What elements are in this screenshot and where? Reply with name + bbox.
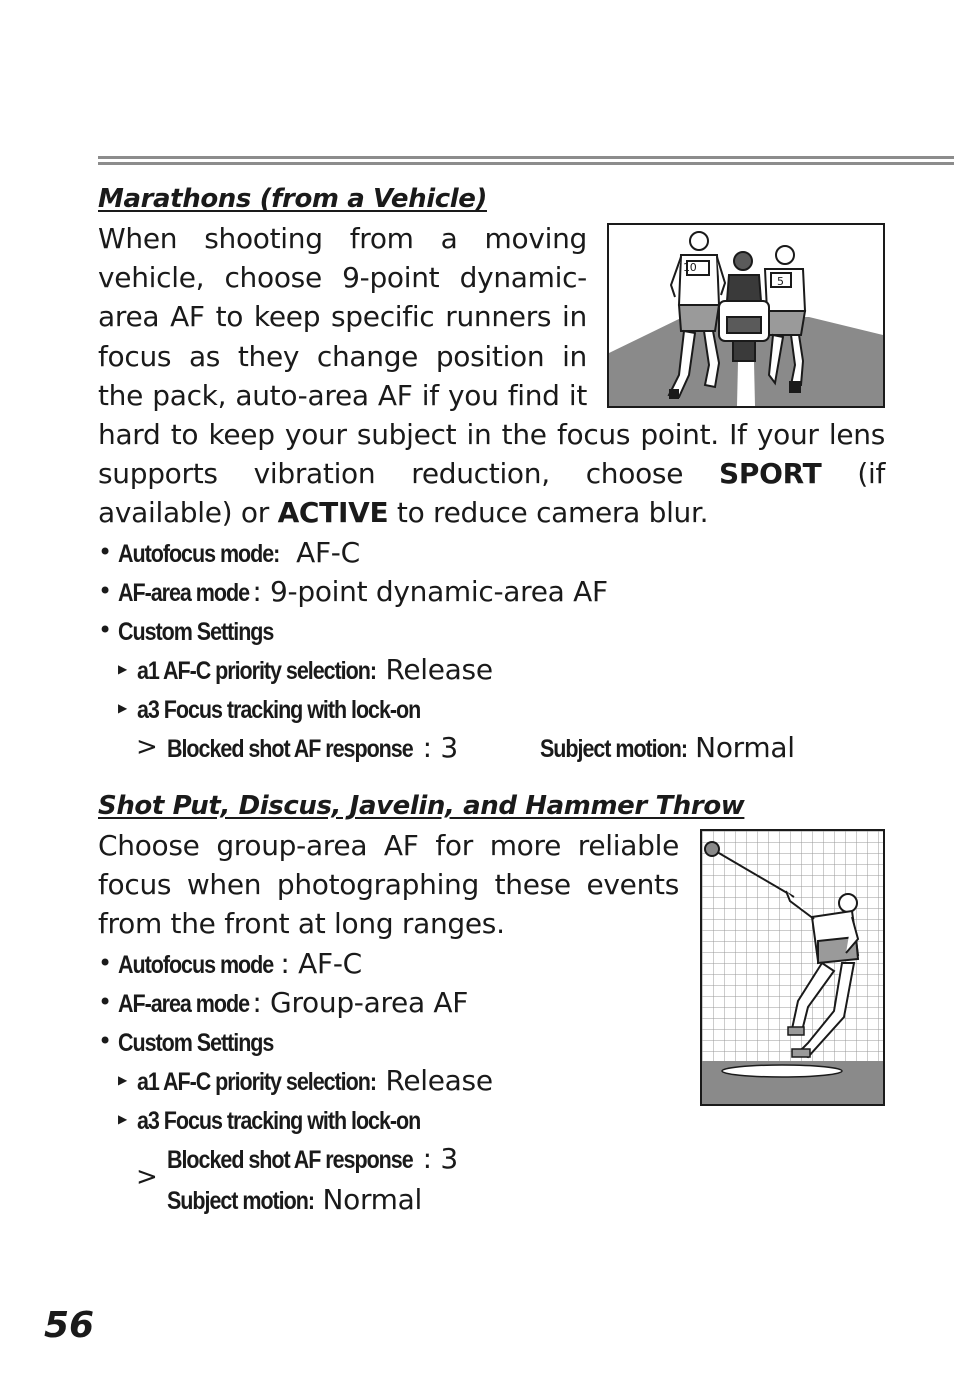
paragraph-text-c: to reduce camera blur. [388, 496, 709, 530]
list-item [98, 1139, 885, 1217]
item-value: AF-C [287, 535, 360, 569]
bib-number-left: 10 [683, 261, 697, 274]
item-label: AF-area mode [118, 989, 249, 1018]
list-item: • Custom Settings [98, 1022, 885, 1061]
item-label: Autofocus mode: [118, 539, 280, 568]
sub-value: Release [376, 1063, 493, 1097]
section-paragraph: Choose group-area AF for more reliable focus when photographing these events from the front at long ranges. [98, 829, 679, 941]
header-rule-bottom [98, 162, 954, 165]
marathon-illustration [607, 223, 885, 408]
sub-label: a3 Focus tracking with lock-on [137, 695, 421, 724]
list-item: • Autofocus mode: AF-C [98, 533, 885, 572]
bib-number-right: 5 [777, 275, 784, 288]
settings-list [98, 533, 885, 767]
paragraph-text-a: When shooting from a moving vehicle, choose 9-point dynamic-area AF to keep specific runners in focus as they change position in the pack, auto-area AF if you find it hard to keep your subject in the focus point. If your lens supports vibration reduction, choose [98, 222, 885, 491]
triangle-bullet-icon: ▶ [118, 661, 128, 676]
triangle-bullet-icon: ▶ [118, 700, 128, 715]
motion-value: Normal [313, 1182, 422, 1216]
item-label: Custom Settings [118, 617, 274, 646]
page-number: 56 [44, 1305, 95, 1346]
blocked-value: : 3 [422, 730, 458, 764]
list-item [98, 728, 885, 767]
greater-than-icon: > [136, 1161, 158, 1192]
sub-value: Release [376, 652, 493, 686]
motion-value: Normal [686, 730, 795, 764]
blocked-label: Blocked shot AF response [167, 734, 413, 763]
list-item [98, 650, 885, 689]
item-value: : Group-area AF [252, 985, 469, 1019]
item-value: : 9-point dynamic-area AF [252, 574, 608, 608]
runners-icon [609, 225, 883, 406]
triangle-bullet-icon: ▶ [118, 1111, 128, 1126]
item-label: Custom Settings [118, 1028, 274, 1057]
item-label: AF-area mode [118, 578, 249, 607]
header-rule-top [98, 156, 954, 159]
greater-than-icon: > [136, 731, 158, 762]
blocked-label: Blocked shot AF response [167, 1145, 413, 1174]
section-heading: Shot Put, Discus, Javelin, and Hammer Throw [98, 791, 745, 821]
sub-label: a1 AF-C priority selection: [137, 656, 376, 685]
sub-label: a1 AF-C priority selection: [137, 1067, 376, 1096]
section-paragraph [98, 219, 885, 533]
blocked-value: : 3 [422, 1141, 458, 1175]
motion-label: Subject motion: [167, 1186, 314, 1215]
sub-label: a3 Focus tracking with lock-on [137, 1106, 421, 1135]
section-heading: Marathons (from a Vehicle) [98, 184, 487, 214]
list-item [98, 1061, 885, 1100]
list-item [98, 1100, 885, 1139]
list-item: • AF-area mode : 9-point dynamic-area AF [98, 572, 885, 611]
paragraph-text-b: (if available) or [98, 457, 886, 530]
sport-keyword: SPORT [719, 457, 822, 491]
active-keyword: ACTIVE [277, 496, 389, 530]
item-value: : AF-C [280, 946, 362, 980]
triangle-bullet-icon: ▶ [118, 1072, 128, 1087]
list-item: • Custom Settings [98, 611, 885, 650]
section-marathons [98, 180, 885, 767]
list-item [98, 689, 885, 728]
settings-list [98, 944, 885, 1217]
list-item: • AF-area mode : Group-area AF [98, 983, 885, 1022]
list-item: • Autofocus mode : AF-C [98, 944, 885, 983]
item-label: Autofocus mode [118, 950, 274, 979]
motion-label: Subject motion: [539, 734, 687, 763]
section-throwing [98, 787, 885, 1217]
